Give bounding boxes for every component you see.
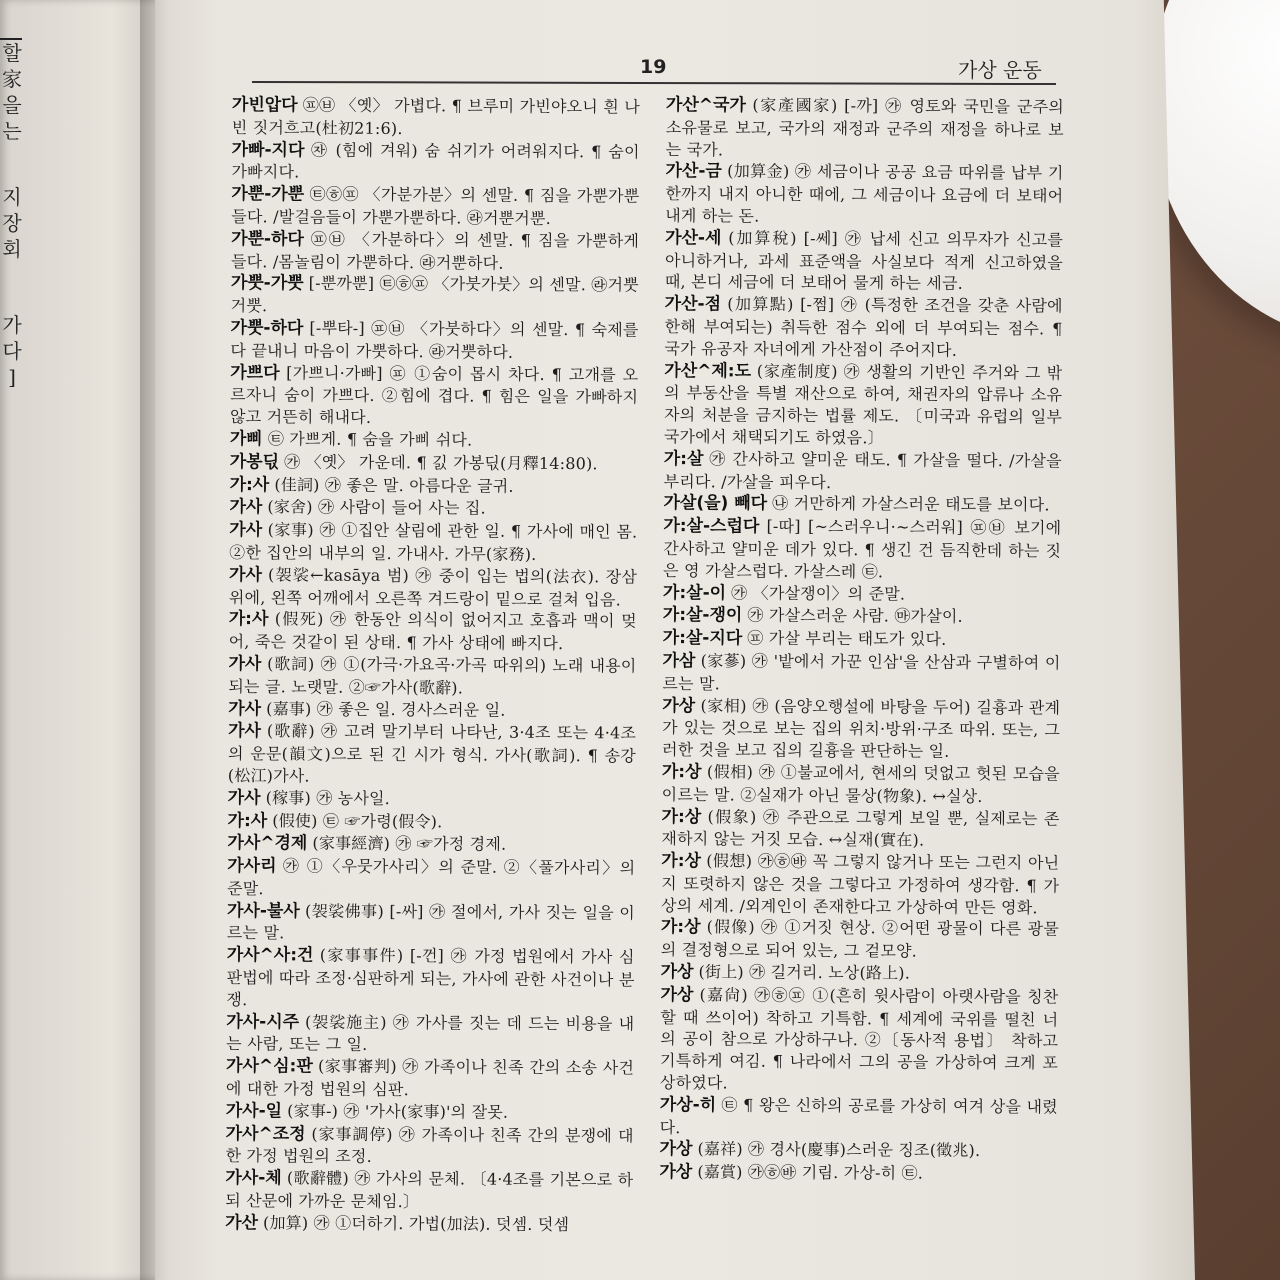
entry-headword: 가사-체 (225, 1168, 282, 1189)
entry-definition: (加算金) ㉮ 세금이나 공공 요금 따위를 납부 기한까지 내지 아니한 때에, 그 세금이나 요금에 더 보태어 내게 하는 돈. (665, 161, 1064, 226)
dictionary-entry (227, 900, 635, 947)
entry-definition: ㉯ 거만하게 가살스러운 태도를 보이다. (772, 494, 1050, 515)
entry-headword: 가살(을) 빼다 (663, 493, 768, 514)
entry-headword: 가:상 (661, 851, 702, 872)
dictionary-entry (663, 627, 1061, 652)
entry-definition: ㉫ 가쁘게. ¶ 숨을 가삐 쉬다. (267, 429, 473, 450)
entry-headword: 가상 (660, 984, 694, 1006)
entry-definition: [-따] [~스러우니·~스러워] ㉬㉥ 보기에 간사하고 얄미운 데가 있다. ¶ 생긴 건 듬직한데 하는 짓은 영 가살스럽다. 가살스레 ㉫. (663, 516, 1062, 582)
entry-definition: (歌詞) ㉮ ①(가극·가요곡·가곡 따위의) 노래 내용이 되는 글. 노랫말. ②☞가사(歌辭). (228, 654, 637, 698)
entry-headword: 가뿟-가뿟 (230, 273, 304, 294)
dictionary-entry (225, 1167, 633, 1214)
entry-definition: [-뿌타-] ㉬㉥ 〈가붓하다〉의 센말. ¶ 숙제를 다 끝내니 마음이 가뿟하다. ㉱거뿟하다. (230, 318, 639, 362)
entry-definition: (歌辭) ㉮ 고려 말기부터 나타난, 3·4조 또는 4·4조의 운문(韻文)으로 된 긴 시가 형식. 가사(歌詞). ¶ 송강(松江)가사. (227, 721, 637, 786)
dictionary-entry (229, 519, 637, 566)
entry-headword: 가사-일 (225, 1100, 283, 1122)
entry-definition: (嘉尙) ㉮㉭㉬ ①(흔히 윗사람이 아랫사람을 칭찬할 때 쓰이어) 착하고 기특함. ¶ 세계에 국위를 떨친 너의 공이 참으로 가상하구나. ②〔동사적 용법〕 착하고 기특하게 여김. ¶ 나라에서 그의 공을 가상하여 크게 포상하였다. (659, 985, 1059, 1093)
dictionary-entry (230, 317, 638, 364)
dictionary-entry (228, 787, 636, 812)
margin-char: 회 (2, 237, 22, 261)
dictionary-entry (232, 94, 640, 141)
entry-definition: (假使) ㉫ ☞가령(假令). (272, 810, 443, 831)
entry-definition: ㉬㉥ 〈가분하다〉의 센말. ¶ 짐을 가뿐하게 들다. /몸놀림이 가뿐하다. ㉱거뿐하다. (230, 229, 640, 273)
entry-headword: 가상 (659, 1162, 693, 1183)
entry-definition: (家產制度) ㉮ 생활의 기반인 주거와 그 밖의 부동산을 특별 재산으로 하여, 채권자의 압류나 소유자의 처분을 금지하는 법률 제도. 〔미국과 유럽의 일부 국가에서 채택되기도 하였음.〕 (663, 361, 1063, 448)
dictionary-entry (226, 1055, 634, 1102)
left-page-margin-text (0, 40, 24, 390)
margin-char: 장 (2, 211, 22, 235)
entry-headword: 가뿐-가뿐 (231, 184, 305, 205)
dictionary-entry (225, 1212, 633, 1237)
entry-definition: ㉫㉭㉬ 〈가분가분〉의 센말. ¶ 짐을 가뿐가뿐 들다. /발걸음들이 가뿐가뿐하다. ㉱거뿐거뿐. (231, 184, 640, 228)
dictionary-entry (661, 916, 1059, 963)
entry-definition: ㉮ 〈가살쟁이〉의 준말. (731, 582, 906, 604)
dictionary-entry (226, 1011, 634, 1058)
entry-definition: (歌辭體) ㉮ 가사의 문체. 〔4·4조를 기본으로 하되 산문에 가까운 문체임.〕 (225, 1168, 634, 1212)
entry-headword: 가사 (229, 564, 262, 585)
margin-char: 는 (2, 119, 22, 143)
entry-headword: 가상-히 (659, 1094, 717, 1116)
entry-headword: 가사 (227, 787, 261, 808)
dictionary-entry (665, 227, 1063, 296)
entry-headword: 가사^사:건 (226, 945, 314, 966)
dictionary-entry (664, 360, 1063, 451)
entry-definition: (假相) ㉮ ①불교에서, 현세의 덧없고 헛된 모습을 이르는 말. ②실재가 아닌 물상(物象). ↔실상. (661, 762, 1060, 806)
margin-char: 家 (2, 67, 22, 91)
entry-headword: 가사 (228, 721, 262, 742)
entry-definition: (假想) ㉮㉭㉳ 꼭 그렇지 않거나 또는 그런지 아닌지 또렷하지 않은 것을 그렇다고 가정하여 생각함. ¶ 가상의 세계. /외계인이 존재한다고 가상하여 만든 영화. (660, 851, 1060, 917)
entry-headword: 가산^제:도 (664, 360, 752, 382)
entry-definition: ㉬㉥ 〈옛〉 가볍다. ¶ 브루미 가빈야오니 흰 나빈 짓거흐고(杜初21:6). (231, 95, 641, 138)
page-number: 19 (640, 56, 667, 78)
dictionary-entry (659, 1138, 1057, 1163)
dictionary-entry (662, 761, 1060, 808)
entry-headword: 가상 (662, 695, 696, 716)
left-column (225, 94, 640, 1237)
entry-definition: ㉮ 가살스러운 사람. ㉲가살이. (747, 605, 963, 627)
entry-definition: (加算) ㉮ ①더하기. 가법(加法). 덧셈. 덧셈 (263, 1213, 570, 1234)
dictionary-entry (662, 695, 1060, 764)
entry-definition: (假像) ㉮ ①거짓 현상. ②어떤 광물이 다른 광물의 결정형으로 되어 있는, 그 겉모양. (660, 917, 1059, 961)
entry-definition: (家事事件) [-껀] ㉮ 가정 법원에서 가사 심판법에 따라 조정·심판하게 되는, 가사에 관한 사건이나 분쟁. (226, 945, 635, 1009)
dictionary-entry (231, 272, 639, 319)
entry-headword: 가산-금 (665, 161, 722, 182)
entry-definition: (假象) ㉮ 주관으로 그렇게 보일 뿐, 실제로는 존재하지 않는 거짓 모습. ↔실재(實在). (661, 806, 1060, 850)
entry-headword: 가봉딗 (229, 451, 280, 473)
entry-definition: (家產國家) [-까] ㉮ 영토와 국민을 군주의 소유물로 보고, 국가의 재정과 군주의 재정을 하나로 보는 국가. (665, 95, 1064, 159)
dictionary-entry (228, 653, 636, 700)
dictionary-entry (226, 944, 634, 1013)
dictionary-entry (229, 496, 637, 521)
entry-headword: 가사 (228, 698, 262, 719)
entry-headword: 가산 (225, 1212, 259, 1234)
entry-headword: 가:상 (661, 761, 702, 783)
dictionary-entry (660, 984, 1059, 1096)
entry-headword: 가산-세 (665, 227, 722, 249)
margin-char: 다 (2, 339, 22, 363)
entry-headword: 가사-시주 (226, 1011, 300, 1033)
dictionary-entry (664, 448, 1062, 495)
entry-definition: (嘉事) ㉮ 좋은 일. 경사스러운 일. (266, 698, 506, 720)
entry-definition: (家舍) ㉮ 사람이 들어 사는 집. (267, 497, 486, 518)
dictionary-entry (663, 604, 1061, 629)
dictionary-entry (227, 855, 635, 902)
entry-definition: ㉬ 가살 부리는 태도가 있다. (747, 628, 947, 649)
entry-definition: (家蔘) ㉮ '밭에서 가꾼 인삼'을 산삼과 구별하여 이르는 말. (662, 651, 1061, 694)
dictionary-entry (663, 582, 1061, 607)
entry-definition: ㉮ 〈옛〉 가운데. ¶ 긼 가봉딗(月釋14:80). (284, 452, 598, 473)
entry-definition: (佳詞) ㉮ 좋은 말. 아름다운 글귀. (274, 474, 514, 496)
margin-char: ] (8, 365, 16, 389)
entry-headword: 가:사 (227, 810, 268, 831)
dictionary-entry (661, 850, 1059, 919)
entry-headword: 가사 (229, 520, 263, 541)
dictionary-entry (229, 608, 637, 655)
entry-headword: 가뿐-하다 (231, 228, 304, 250)
dictionary-entry (229, 564, 637, 611)
dictionary-entry (662, 650, 1060, 697)
entry-definition: (家事審判) ㉮ 가족이나 친족 간의 소송 사건에 대한 가정 법원의 심판. (225, 1056, 635, 1100)
entry-headword: 가상 (659, 1139, 693, 1160)
dictionary-entry (231, 228, 639, 275)
entry-headword: 가:상 (660, 917, 701, 938)
dictionary-entry (231, 183, 639, 230)
margin-char: 지 (2, 185, 22, 209)
entry-headword: 가삼 (662, 650, 696, 672)
entry-definition: ㉶ (힘에 겨워) 숨 쉬기가 어려워지다. ¶ 숨이 가빠지다. (231, 140, 640, 182)
entry-headword: 가:사 (228, 609, 269, 630)
entry-definition: (家相) ㉮ (음양오행설에 바탕을 두어) 길흉과 관계가 있는 것으로 보는 집의 위치·방위·구조 따위. 또는, 그러한 것을 보고 집의 길흉을 판단하는 일. (661, 695, 1061, 761)
entry-definition: (加算點) [-쩜] ㉮ (특정한 조건을 갖춘 사람에 한해 부여되는) 취득한 점수 외에 더 부여되는 점수. ¶ 국가 유공자 자녀에게 가산점이 주어지다. (664, 294, 1063, 360)
entry-headword: 가:살-스럽다 (663, 516, 760, 537)
dictionary-entry (230, 362, 638, 431)
book-spine-shadow (140, 0, 168, 1280)
entry-headword: 가:살-이 (662, 582, 727, 603)
dictionary-entry (659, 1161, 1057, 1186)
dictionary-entry (663, 492, 1061, 517)
margin-char: 할 (2, 41, 22, 65)
entry-definition: (袈裟←kasāya 범) ㉮ 중이 입는 법의(法衣). 장삼 위에, 왼쪽 어깨에서 오른쪽 겨드랑이 밑으로 걸쳐 입음. (228, 564, 638, 609)
entry-definition: ㉫ ¶ 왕은 신하의 공로를 가상히 여겨 상을 내렸다. (659, 1095, 1058, 1137)
entry-definition: (街上) ㉮ 길거리. 노상(路上). (698, 962, 911, 983)
entry-headword: 가:살 (663, 448, 704, 469)
entry-headword: 가사^조정 (225, 1123, 306, 1145)
entry-definition: [-뿐까뿐] ㉫㉭㉬ 〈가붓가붓〉의 센말. ㉱거뿟거뿟. (230, 273, 639, 316)
entry-headword: 가:사 (229, 474, 270, 495)
entry-definition: [가쁘니·가빠] ㉬ ①숨이 몹시 차다. ¶ 고개를 오르자니 숨이 가쁘다. ②힘에 겹다. ¶ 힘은 일을 가빠하지 않고 거뜬히 해내다. (229, 362, 639, 428)
entry-definition: (稼事) ㉮ 농사일. (265, 787, 391, 808)
dictionary-entry (661, 805, 1059, 852)
entry-definition: (家事-) ㉮ '가사(家事)'의 잘못. (287, 1101, 509, 1122)
entry-headword: 가빠-지다 (231, 139, 305, 161)
dictionary-entry (228, 698, 636, 723)
entry-headword: 가쁘다 (230, 362, 280, 383)
entry-definition: ㉮ ①〈우뭇가사리〉의 준말. ②〈풀가사리〉의 준말. (227, 856, 636, 899)
entry-definition: (袈裟施主) ㉮ 가사를 짓는 데 드는 비용을 내는 사람, 또는 그 일. (226, 1012, 635, 1055)
dictionary-entry (228, 720, 636, 789)
dictionary-entry (661, 961, 1059, 986)
left-facing-page (0, 0, 160, 1280)
entry-definition: (假死) ㉮ 한동안 의식이 없어지고 호흡과 맥이 멎어, 죽은 것같이 된 상태. ¶ 가사 상태에 빠지다. (228, 609, 637, 654)
entry-definition: (嘉賞) ㉮㉭㉳ 기림. 가상-히 ㉫. (697, 1162, 924, 1183)
entry-headword: 가사^경제 (227, 833, 308, 854)
dictionary-entry (660, 1094, 1058, 1141)
entry-headword: 가사 (228, 653, 262, 675)
entry-definition: ㉮ 간사하고 얄미운 태도. ¶ 가살을 떨다. /가살을 부리다. /가살을 피우다. (663, 449, 1062, 492)
margin-char: 가 (2, 313, 22, 337)
margin-char: 을 (2, 93, 22, 117)
entry-headword: 가:상 (661, 806, 702, 827)
dictionary-entry (664, 293, 1062, 362)
entry-headword: 가빈압다 (231, 94, 298, 116)
dictionary-entry (663, 515, 1061, 584)
dictionary-entry (231, 139, 639, 186)
entry-definition: (家事) ㉮ ①집안 살림에 관한 일. ¶ 가사에 매인 몸. ②한 집안의 내부의 일. 가내사. 가무(家務). (229, 520, 638, 564)
dictionary-entry (226, 1100, 634, 1125)
entry-headword: 가뿟-하다 (230, 317, 304, 339)
entry-headword: 가산^국가 (665, 94, 746, 116)
entry-headword: 가:살-쟁이 (662, 605, 743, 626)
entry-headword: 가상 (660, 962, 694, 983)
dictionary-entry (227, 809, 635, 834)
entry-definition: (加算稅) [-쎄] ㉮ 납세 신고 의무자가 신고를 아니하거나, 과세 표준액을 사실보다 적게 신고하였을 때, 본디 세금에 더 보태어 물게 하는 세금. (664, 228, 1064, 294)
entry-headword: 가사^심:판 (225, 1056, 313, 1077)
dictionary-entry (665, 160, 1063, 229)
entry-definition: (嘉祥) ㉮ 경사(慶事)스러운 징조(徵兆). (697, 1139, 981, 1161)
right-column (659, 94, 1064, 1186)
dictionary-entry (230, 428, 638, 453)
entry-definition: (家事經濟) ㉮ ☞가정 경제. (312, 833, 507, 854)
entry-definition: (家事調停) ㉮ 가족이나 친족 간의 분쟁에 대한 가정 법원의 조정. (225, 1124, 634, 1167)
entry-headword: 가사리 (227, 856, 277, 877)
dictionary-entry (225, 1123, 633, 1170)
dictionary-entry (666, 94, 1064, 163)
entry-headword: 가사-불사 (226, 900, 300, 922)
dictionary-entry (230, 474, 638, 499)
entry-headword: 가산-점 (664, 294, 722, 315)
dictionary-entry (227, 832, 635, 857)
entry-definition: (袈裟佛事) [-싸] ㉮ 절에서, 가사 짓는 일을 이르는 말. (226, 901, 636, 943)
entry-headword: 가:살-지다 (662, 628, 743, 649)
dictionary-entry (230, 451, 638, 476)
entry-headword: 가삐 (229, 428, 263, 450)
running-head: 가상 운동 (958, 58, 1042, 82)
entry-headword: 가사 (229, 497, 263, 518)
